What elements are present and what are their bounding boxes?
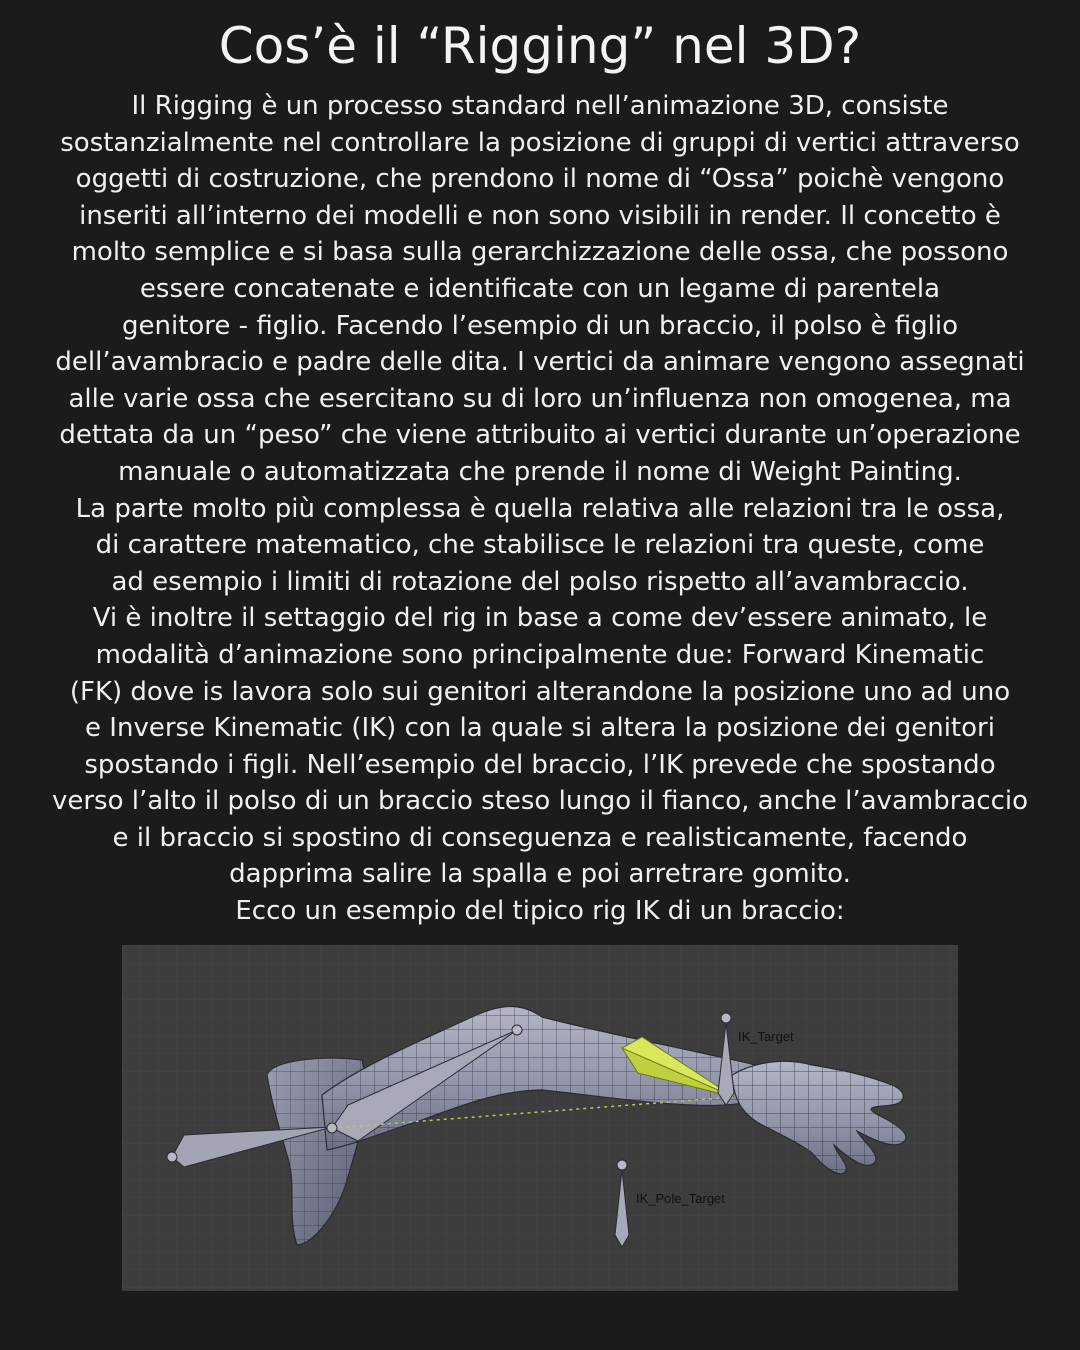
ik-pole-target-label: IK_Pole_Target	[636, 1191, 725, 1206]
body-paragraph	[0, 88, 1080, 930]
body-line: ad esempio i limiti di rotazione del polso rispetto all’avambraccio.	[111, 566, 969, 597]
body-line: Ecco un esempio del tipico rig IK di un braccio:	[235, 896, 845, 927]
body-line: essere concatenate e identificate con un legame di parentela	[139, 273, 941, 304]
arm-rig-figure	[122, 945, 958, 1291]
body-line: dettata da un “peso” che viene attribuito ai vertici durante un’operazione	[59, 420, 1021, 451]
body-line: oggetti di costruzione, che prendono il nome di “Ossa” poichè vengono	[75, 164, 1005, 195]
page-title: Cos’è il “Rigging” nel 3D?	[218, 17, 862, 75]
body-line: genitore - figlio. Facendo l’esempio di un braccio, il polso è figlio	[122, 310, 958, 341]
body-line: Il Rigging è un processo standard nell’animazione 3D, consiste	[131, 91, 949, 121]
body-line: e il braccio si spostino di conseguenza e realisticamente, facendo	[112, 822, 968, 853]
arm-rig-illustration	[122, 945, 958, 1291]
body-line: e Inverse Kinematic (IK) con la quale si altera la posizione dei genitori	[85, 713, 995, 744]
body-line: verso l’alto il polso di un braccio steso lungo il fianco, anche l’avambraccio	[51, 786, 1029, 817]
body-line: (FK) dove is lavora solo sui genitori alterandone la posizione uno ad uno	[69, 676, 1011, 707]
ik-target-label: IK_Target	[738, 1029, 794, 1044]
body-line: molto semplice e si basa sulla gerarchizzazione delle ossa, che possono	[71, 237, 1009, 268]
body-line: spostando i figli. Nell’esempio del braccio, l’IK prevede che spostando	[84, 749, 996, 780]
body-line: dapprima salire la spalla e poi arretrare gomito.	[229, 859, 851, 890]
body-line: alle varie ossa che esercitano su di loro un’influenza non omogenea, ma	[68, 383, 1012, 414]
body-line: di carattere matematico, che stabilisce le relazioni tra queste, come	[95, 530, 985, 561]
body-line: sostanzialmente nel controllare la posizione di gruppi di vertici attraverso	[60, 127, 1020, 158]
body-line: modalità d’animazione sono principalmente due: Forward Kinematic	[95, 639, 985, 670]
body-line: La parte molto più complessa è quella relativa alle relazioni tra le ossa,	[75, 493, 1005, 524]
body-line: dell’avambracio e padre delle dita. I vertici da animare vengono assegnati	[55, 347, 1025, 378]
body-line: Vi è inoltre il settaggio del rig in base a come dev’essere animato, le	[92, 603, 988, 634]
body-line: inseriti all’interno dei modelli e non sono visibili in render. Il concetto è	[79, 200, 1001, 231]
body-line: manuale o automatizzata che prende il nome di Weight Painting.	[118, 456, 962, 487]
